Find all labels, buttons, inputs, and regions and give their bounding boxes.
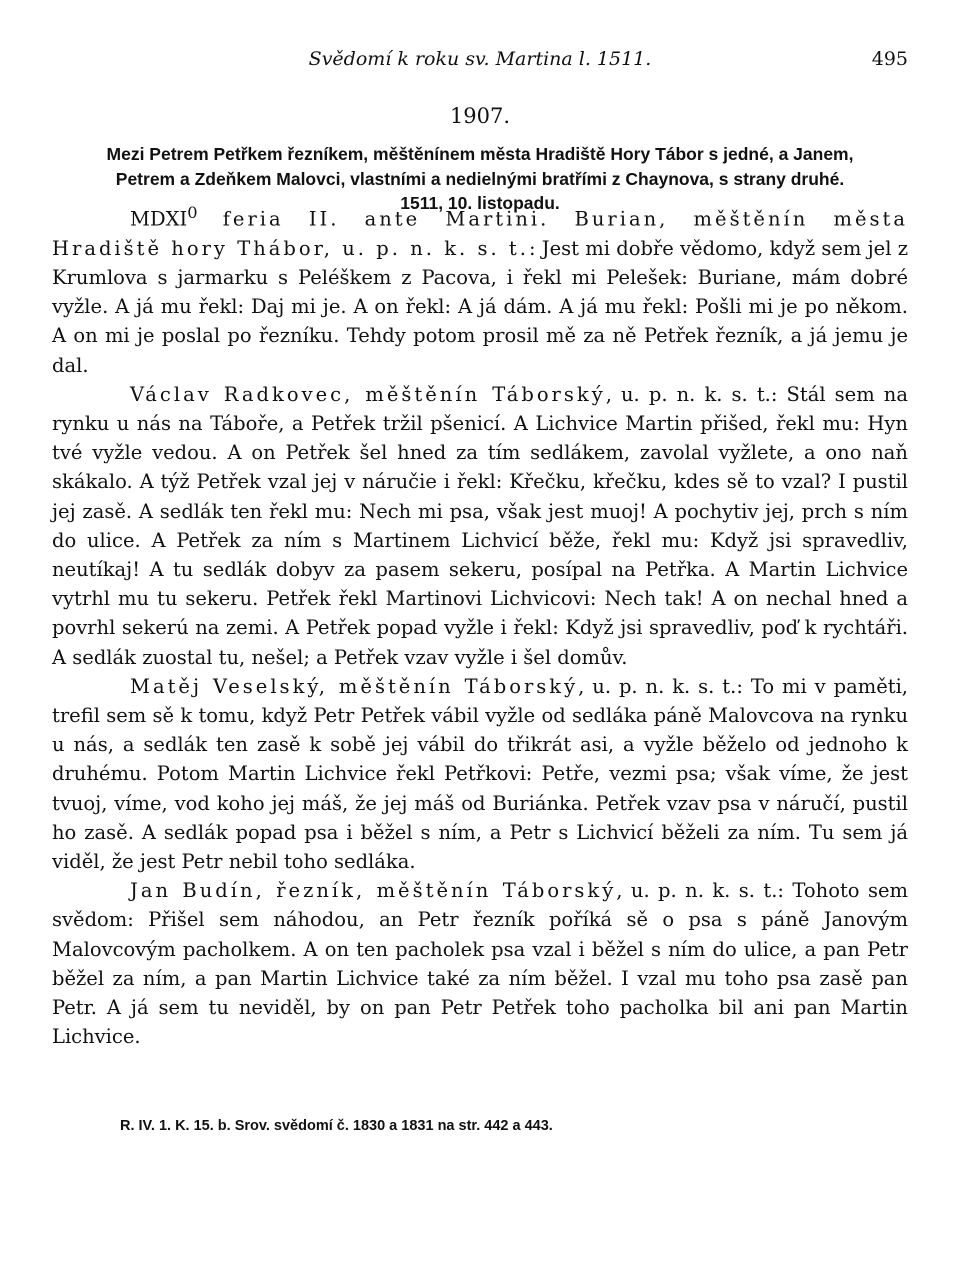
- paragraph: [52, 672, 908, 876]
- paragraph-lead-spaced: feria II. ante Martini. Burian, měštěnín města Hradiště hory Thábor, u. p. n. k. s. t.: [52, 207, 908, 260]
- paragraph-lead-superscript: 0: [187, 203, 198, 222]
- paragraph-lead-spaced: Jan Budín, řezník, měštěnín Táborský: [130, 879, 617, 903]
- summary-line: Mezi Petrem Petřkem řezníkem, měštěnínem města Hradiště Hory Tábor s jedné, a Janem,: [106, 144, 854, 164]
- paragraph-lead: MDXI: [130, 207, 188, 231]
- page-header: [52, 44, 908, 78]
- paragraph: [52, 380, 908, 672]
- paragraph-lead-spaced: Václav Radkovec, měštěnín Táborský: [130, 382, 606, 406]
- document-body: [52, 198, 908, 1051]
- document-number: 1907.: [449, 104, 511, 128]
- paragraph: [52, 876, 908, 1051]
- paragraph-text: , u. p. n. k. s. t.: Stál sem na rynku u nás na Táboře, a Petřek tržil pšenicí. A Lichvice Martin přišed, řekl mu: Hyn tvé vyžle vedou. A on Petřek šel hned za tím sedlákem, zavolal vyžlete, a ono naň skákalo. A týž Petřek vzal jej v náručie i řekl: Křečku, křečku, kdes sě to vzal? I pustil jej zasě. A sedlák ten řekl mu: Nech mi psa, však jest muoj! A pochytiv jej, prch s ním do ulice. A Petřek za ním s Martinem Lichvicí běže, řekl mu: Když jsi spravedliv, neutíkaj! A tu sedlák dobyv za pasem sekeru, posípal na Petřka. A Martin Lichvice vytrhl mu tu sekeru. Petřek řekl Martinovi Lichvicovi: Nech tak! A on nechal hned a povrhl sekerú na zemi. A Petřek popad vyžle i řekl: Když jsi spravedliv, poď k rychtáři. A sedlák zuostal tu, nešel; a Petřek vzav vyžle i šel domův.: [52, 382, 908, 669]
- paragraph-text: , u. p. n. k. s. t.: To mi v paměti, trefil sem sě k tomu, když Petr Petřek vábil vyžle od sedláka páně Malovcova na rynku u nás, a sedlák ten zasě k sobě jej vábil do třikrát asi, a vyžle běželo od jednoho k druhému. Potom Martin Lichvice řekl Petřkovi: Petře, vezmi psa; však víme, že jest tvuoj, víme, vod koho jej máš, že jej máš od Buriánka. Petřek vzav psa v náručí, pustil ho zasě. A sedlák popad psa i běžel s ním, a Petr s Lichvicí běželi za ním. Tu sem já viděl, že jest Petr nebil toho sedláka.: [52, 674, 909, 873]
- summary-line: Petrem a Zdeňkem Malovci, vlastními a nedielnými bratřími z Chaynova, s strany druhé.: [115, 168, 845, 189]
- source-citation: R. IV. 1. K. 15. b. Srov. svědomí č. 1830 a 1831 na str. 442 a 443.: [120, 1118, 553, 1134]
- running-title: Svědomí k roku sv. Martina l. 1511.: [308, 48, 652, 70]
- summary-line: 1511, 10. listopadu.: [400, 193, 560, 213]
- paragraph-text: , u. p. n. k. s. t.: Tohoto sem svědom: Přišel sem náhodou, an Petr řezník poříká sě o psa s páně Janovým Malovcovým pacholkem. A on ten pacholek psa vzal i běžel s ním do ulice, a pan Petr běžel za ním, a pan Martin Lichvice také za ním běžel. I vzal mu toho psa zasě pan Petr. A já sem tu neviděl, by on pan Petr Petřek toho pacholka bil ani pan Martin Lichvice.: [52, 879, 908, 1049]
- page-number: 495: [871, 48, 908, 70]
- paragraph-text: : Jest mi dobře vědomo, když sem jel z Krumlova s jarmarku s Peléškem z Pacova, i řekl mi Pelešek: Buriane, mám dobré vyžle. A já mu řekl: Daj mi je. A on řekl: A já dám. A já mu řekl: Pošli mi je po někom. A on mi je poslal po řezníku. Tehdy potom prosil mě za ně Petřek řezník, a já jemu je dal.: [52, 236, 908, 377]
- paragraph: [52, 198, 908, 380]
- paragraph-lead-spaced: Matěj Veselský, měštěnín Táborský: [130, 674, 579, 698]
